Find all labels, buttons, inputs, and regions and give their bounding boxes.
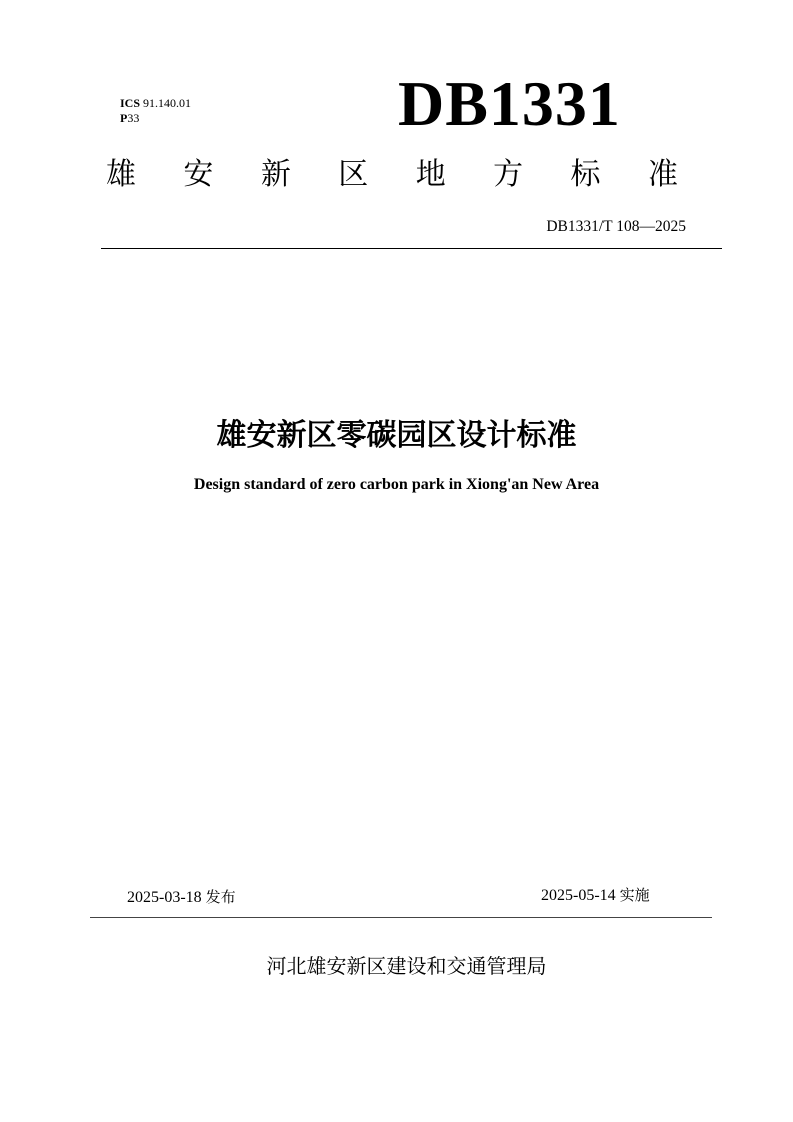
local-standard-heading	[106, 156, 678, 194]
ccs-label: P	[120, 111, 128, 125]
heading-char: 雄	[106, 157, 136, 192]
heading-char: 标	[570, 157, 601, 192]
classification-codes	[120, 96, 191, 126]
standard-number: DB1331/T 108—2025	[546, 218, 686, 235]
heading-char: 准	[647, 157, 678, 192]
heading-char: 方	[493, 157, 524, 192]
ics-line	[120, 96, 191, 111]
publish-date-value: 2025-03-18	[127, 889, 202, 906]
heading-char: 区	[338, 157, 369, 192]
ccs-line	[120, 111, 191, 126]
implement-date-value: 2025-05-14	[541, 887, 616, 904]
standard-code: DB1331	[398, 68, 621, 139]
ccs-code: 33	[127, 111, 140, 125]
heading-char: 新	[260, 157, 291, 192]
footer-divider	[90, 917, 712, 918]
publish-date	[127, 886, 236, 907]
implement-label: 实施	[619, 886, 650, 904]
document-title: 雄安新区零碳园区设计标准	[216, 418, 577, 453]
issuing-authority: 河北雄安新区建设和交通管理局	[266, 954, 547, 978]
ics-code: 91.140.01	[143, 96, 192, 110]
publish-label: 发布	[205, 888, 236, 906]
implement-date	[541, 884, 650, 905]
document-subtitle-en: Design standard of zero carbon park in Xiong'an New Area	[193, 476, 600, 493]
heading-char: 安	[183, 157, 214, 192]
heading-char: 地	[415, 157, 446, 192]
ics-label: ICS	[120, 96, 141, 110]
header-divider	[101, 248, 722, 249]
